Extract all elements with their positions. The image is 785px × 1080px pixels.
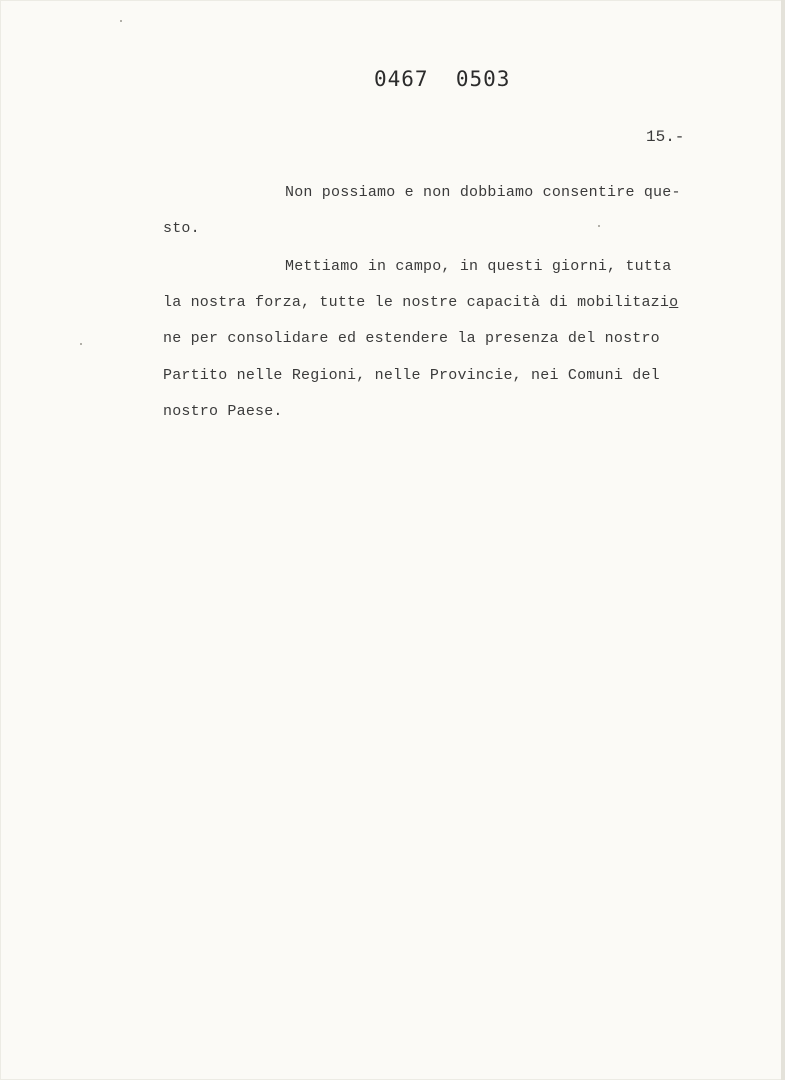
paper-speck [598,225,600,227]
body-line-2: sto. [163,220,200,237]
body-line-3: Mettiamo in campo, in questi giorni, tutta [285,258,672,275]
archive-number: 0467 0503 [374,67,511,91]
body-line-4-text: la nostra forza, tutte le nostre capacità di mobilitazi [163,294,670,311]
body-line-6: Partito nelle Regioni, nelle Provincie, nei Comuni del [163,367,660,384]
paper-speck [120,20,122,22]
body-line-5: ne per consolidare ed estendere la presenza del nostro [163,330,660,347]
page-edge [781,0,785,1080]
body-line-4-underlined-letter: o [669,294,679,311]
body-line-7: nostro Paese. [163,403,283,420]
body-line-1: Non possiamo e non dobbiamo consentire que- [285,184,681,201]
page-number: 15.- [646,128,685,146]
paper-speck [80,343,82,345]
body-line-4 [163,294,678,311]
